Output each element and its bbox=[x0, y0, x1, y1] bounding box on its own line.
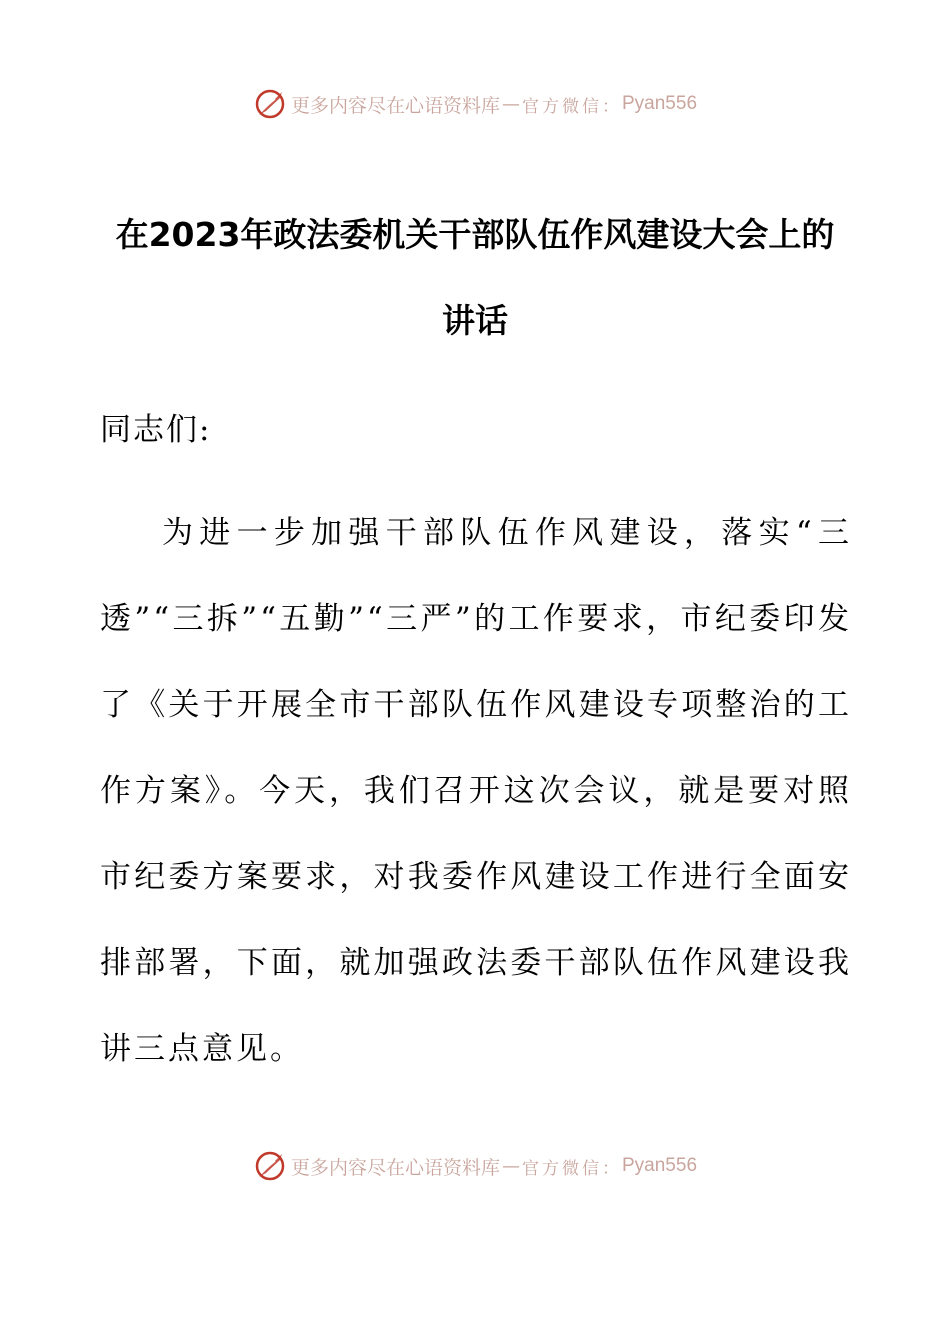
watermark-separator: — bbox=[502, 1155, 520, 1177]
greeting: 同志们: bbox=[100, 412, 212, 448]
watermark-label: 官方微信： bbox=[522, 96, 622, 117]
watermark-wechat-id: Pyan556 bbox=[622, 93, 698, 114]
watermark-label: 官方微信： bbox=[522, 1158, 622, 1179]
watermark-brand: 更多内容尽在心语资料库 bbox=[290, 94, 500, 117]
body-paragraph: 为进一步加强干部队伍作风建设，落实“三透”“三拆”“五勤”“三严”的工作要求，市纪委印发了《关于开展全市干部队伍作风建设专项整治的工作方案》。今天，我们召开这次会议，就是要对照市纪委方案要求，对我委作风建设工作进行全面安排部署，下面，就加强政法委干部队伍作风建设我讲三点意见。 bbox=[100, 515, 852, 1067]
quill-logo-icon bbox=[253, 1149, 287, 1183]
header-watermark bbox=[0, 84, 950, 124]
watermark-wechat-id: Pyan556 bbox=[622, 1155, 698, 1176]
title-line-1: 在2023年政法委机关干部队伍作风建设大会上的 bbox=[115, 215, 835, 254]
watermark-brand: 更多内容尽在心语资料库 bbox=[290, 1156, 500, 1179]
document-title bbox=[100, 192, 850, 364]
footer-watermark bbox=[0, 1146, 950, 1186]
quill-logo-icon bbox=[253, 87, 287, 121]
title-line-2: 讲话 bbox=[442, 301, 508, 340]
watermark-separator: — bbox=[502, 93, 520, 115]
